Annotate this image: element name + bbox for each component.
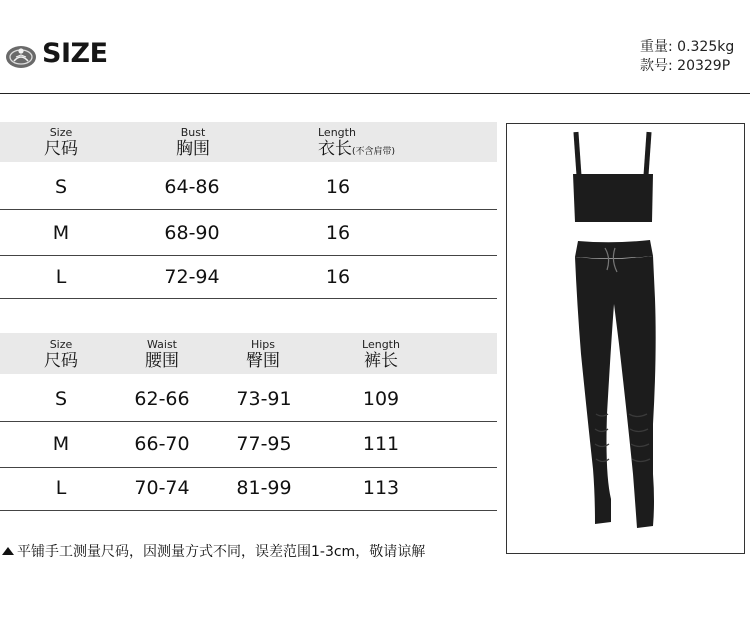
top-header-length-note: (不含肩带) (352, 147, 396, 157)
bottom-waist-m: 66-70 (134, 433, 190, 455)
bottom-table-header (0, 333, 497, 374)
triangle-bullet-icon (2, 547, 14, 555)
bottom-header-hips (242, 339, 284, 371)
bottom-header-waist (141, 339, 183, 371)
bottom-header-size-en: Size (49, 338, 73, 351)
row-divider (0, 298, 497, 299)
top-size-m: M (52, 222, 70, 244)
bottom-hips-l: 81-99 (236, 477, 292, 499)
top-header-size-en: Size (49, 126, 73, 139)
bottom-length-s: 109 (362, 388, 400, 410)
bottom-header-hips-en: Hips (250, 338, 276, 351)
bottom-waist-s: 62-66 (134, 388, 190, 410)
top-size-l: L (55, 266, 67, 288)
top-header-bust-en: Bust (180, 126, 206, 139)
bottom-length-m: 111 (362, 433, 400, 455)
table-row (0, 468, 497, 510)
table-row (0, 210, 497, 255)
top-bust-m: 68-90 (164, 222, 220, 244)
bottom-header-waist-en: Waist (146, 338, 177, 351)
bottom-size-s: S (54, 388, 68, 410)
bottom-header-waist-zh: 腰围 (145, 351, 179, 371)
bottom-hips-m: 77-95 (236, 433, 292, 455)
top-size-s: S (54, 176, 68, 198)
top-bust-l: 72-94 (164, 266, 220, 288)
bottom-header-size (41, 339, 81, 371)
bottom-hips-s: 73-91 (236, 388, 292, 410)
weight-label: 重量: 0.325kg (640, 39, 735, 55)
row-divider (0, 510, 497, 511)
top-length-l: 16 (325, 266, 351, 288)
style-number-label: 款号: 20329P (640, 58, 731, 74)
top-length-m: 16 (325, 222, 351, 244)
bottom-header-length (359, 339, 403, 371)
table-row (0, 256, 497, 298)
size-heading: SIZE (42, 38, 108, 69)
table-row (0, 422, 497, 467)
product-image (506, 123, 745, 554)
bottom-length-l: 113 (362, 477, 400, 499)
bottom-header-length-zh: 裤长 (364, 351, 398, 371)
bottom-header-size-zh: 尺码 (44, 351, 78, 371)
bottom-header-hips-zh: 臀围 (246, 351, 280, 371)
header-divider (0, 93, 750, 94)
top-header-bust (172, 127, 214, 159)
bottom-size-l: L (55, 477, 67, 499)
bottom-size-m: M (52, 433, 70, 455)
table-row (0, 163, 497, 209)
top-length-s: 16 (325, 176, 351, 198)
bottom-waist-l: 70-74 (134, 477, 190, 499)
top-bust-s: 64-86 (164, 176, 220, 198)
garment-illustration (507, 124, 744, 553)
top-header-size-zh: 尺码 (44, 139, 78, 159)
top-header-length-en: Length (318, 126, 356, 139)
top-header-length (318, 127, 395, 162)
top-header-bust-zh: 胸围 (176, 139, 210, 159)
top-table-header (0, 122, 497, 162)
table-row (0, 375, 497, 421)
bottom-header-length-en: Length (362, 338, 400, 351)
top-header-length-zh: 衣长 (318, 139, 352, 159)
brand-logo-icon (5, 42, 37, 70)
measurement-note-text: 平铺手工测量尺码，因测量方式不同，误差范围1-3cm，敬请谅解 (17, 544, 426, 560)
top-header-length-zh-wrap (318, 139, 395, 162)
top-header-size (41, 127, 81, 159)
measurement-note (2, 541, 425, 561)
